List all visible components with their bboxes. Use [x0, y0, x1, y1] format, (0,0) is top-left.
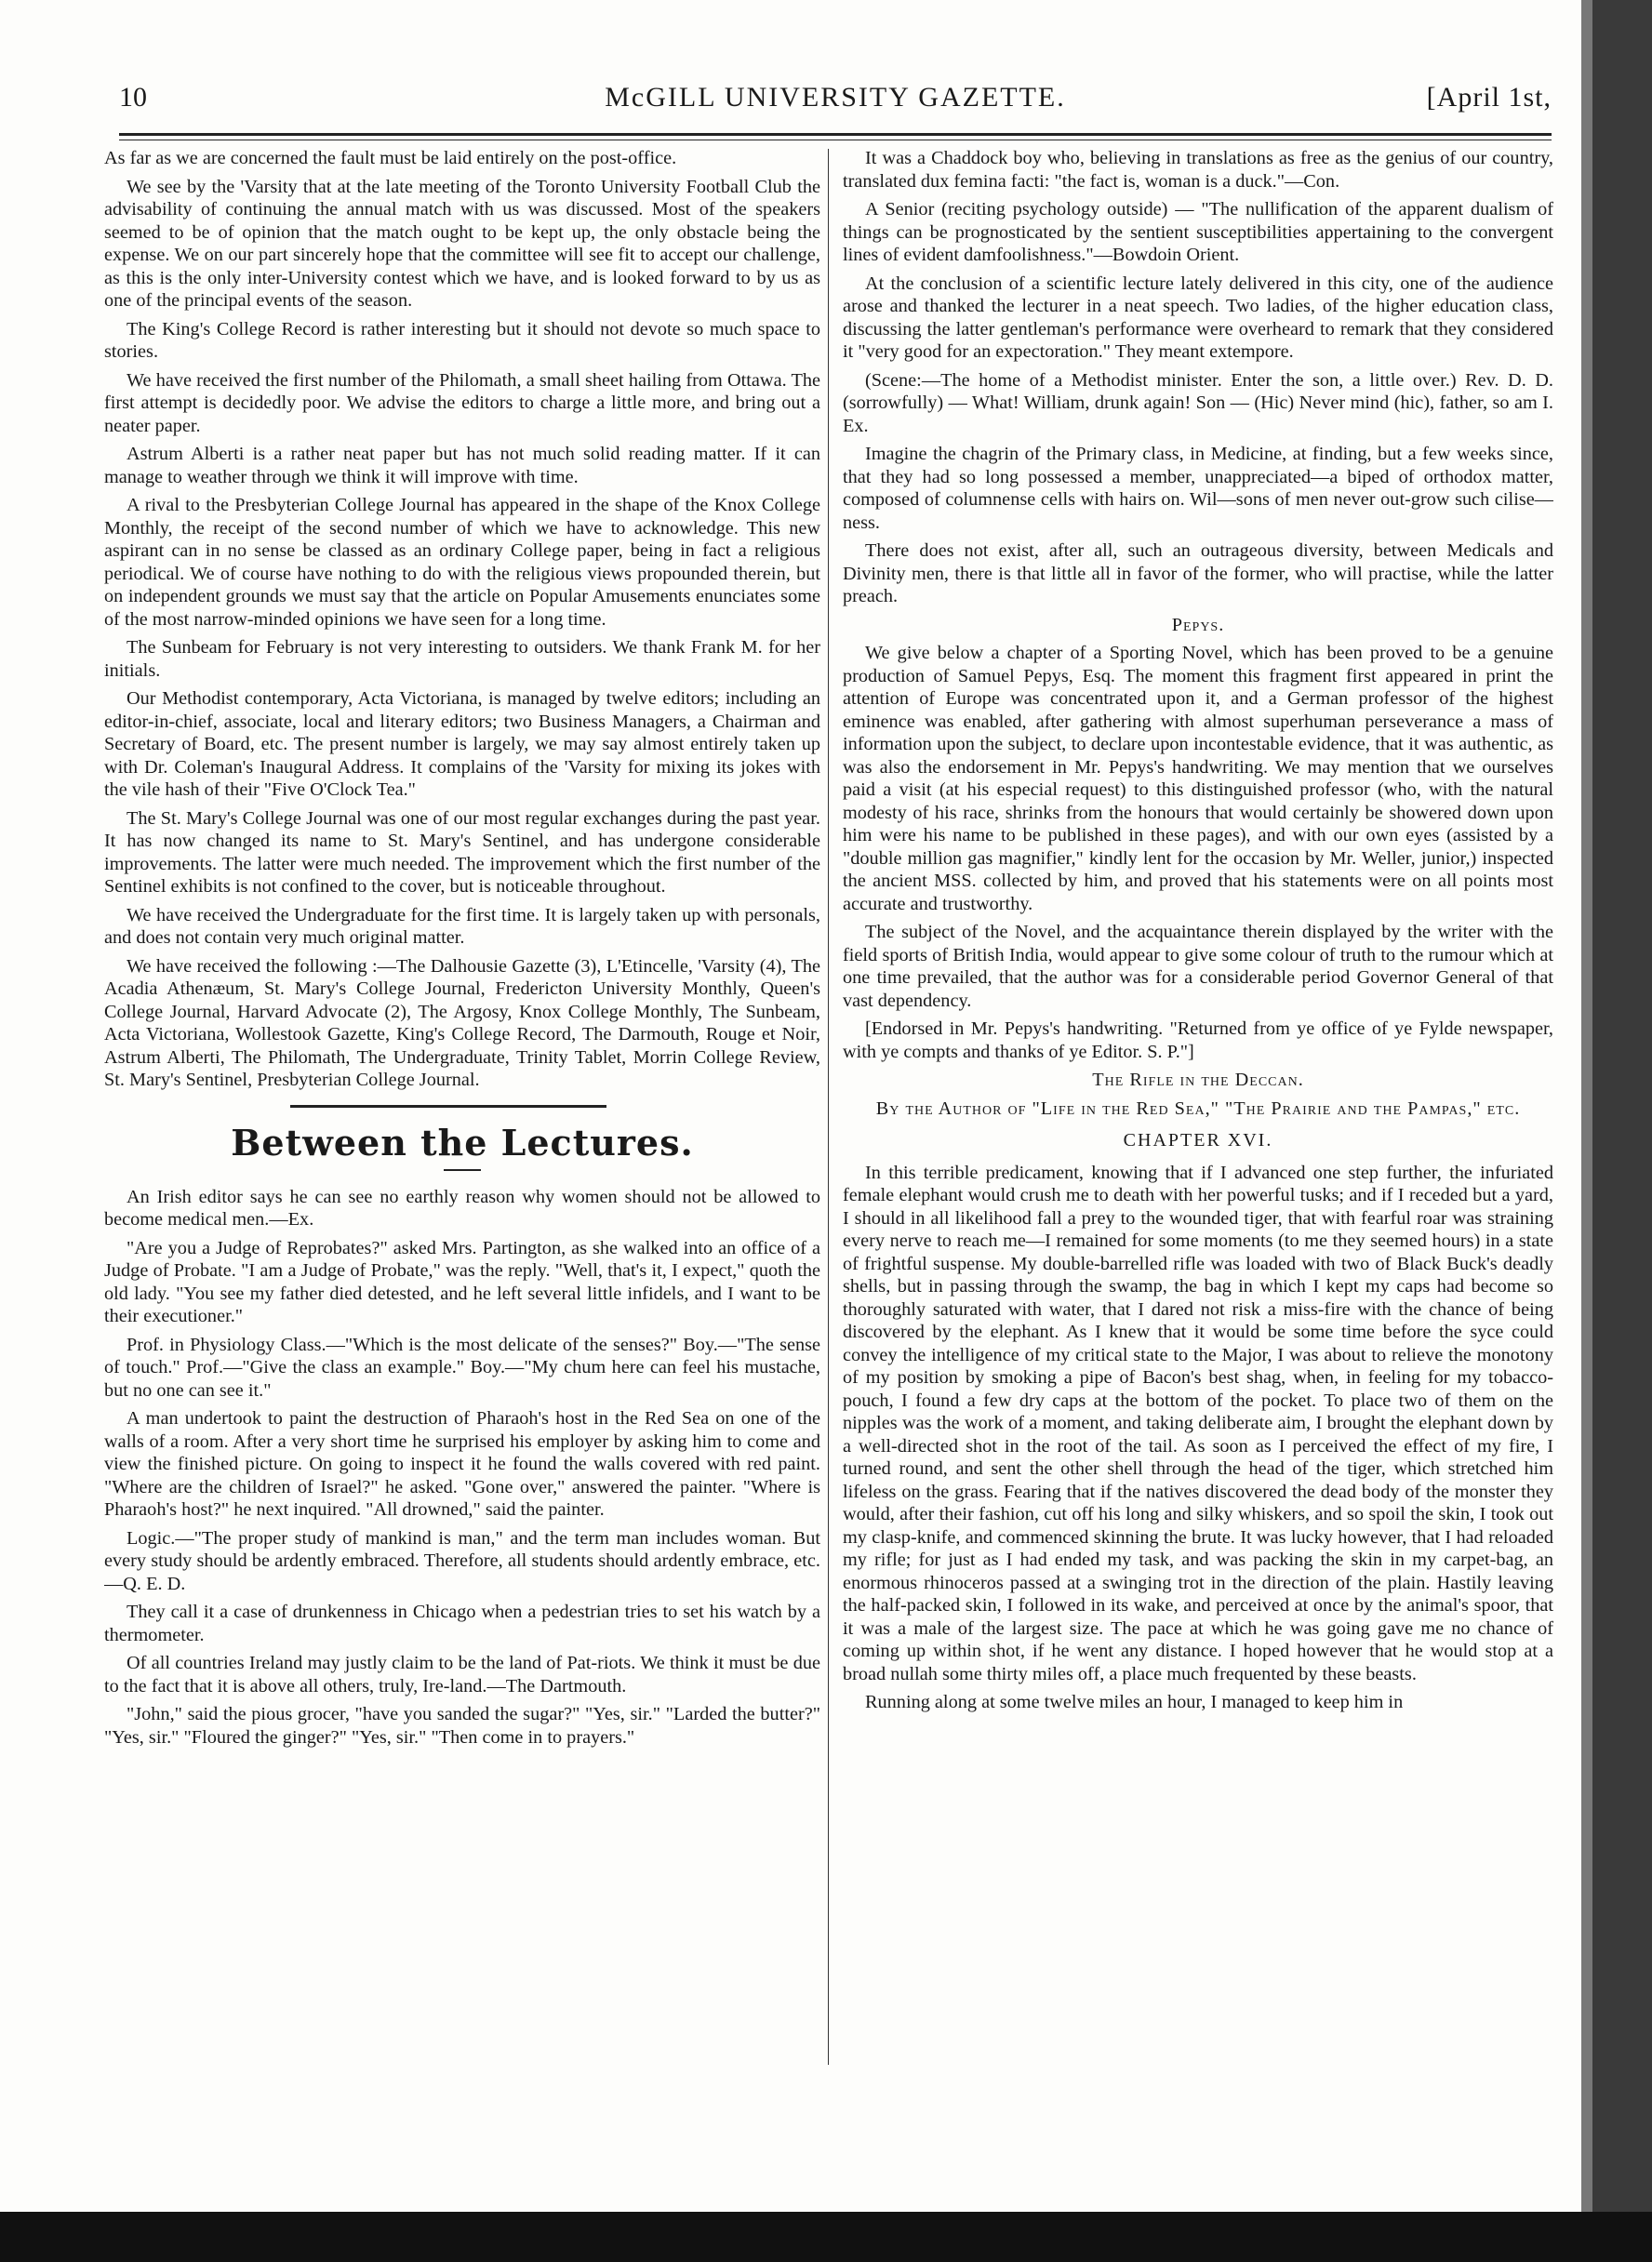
paragraph: There does not exist, after all, such an outrageous diversity, between Medicals and Divinity men, there is that little all in favor of the former, who will practise, while the latter preach. [843, 540, 1553, 606]
section-divider [290, 1105, 606, 1108]
column-divider [828, 149, 829, 2065]
paragraph: An Irish editor says he can see no earthly reason why women should not be allowed to become medical men.—Ex. [104, 1186, 820, 1230]
paragraph: As far as we are concerned the fault must be laid entirely on the post-office. [104, 148, 677, 168]
paragraph: Astrum Alberti is a rather neat paper but has not much solid reading matter. If it can manage to weather through we think it will improve with time. [104, 444, 820, 487]
paragraph: [Endorsed in Mr. Pepys's handwriting. "Returned from ye office of ye Fylde newspaper, with ye compts and thanks of ye Editor. S. P."] [843, 1018, 1553, 1062]
page-edge-shadow [1581, 0, 1592, 2212]
section-heading: Between the Lectures. [231, 1121, 694, 1164]
paragraph: We have received the first number of the Philomath, a small sheet hailing from Ottawa. The first attempt is decidedly poor. We advise the editors to charge a little more, and bring out a neater paper. [104, 369, 820, 436]
story-title: The Rifle in the Deccan. [1092, 1070, 1304, 1090]
paragraph: We have received the Undergraduate for the first time. It is largely taken up with personals, and does not contain very much original matter. [104, 904, 820, 948]
header-rule [119, 133, 1552, 136]
paragraph: Of all countries Ireland may justly claim to be the land of Pat-riots. We think it must be due to the fact that it is above all others, truly, Ire-land.—The Dartmouth. [104, 1653, 820, 1696]
paragraph: "John," said the pious grocer, "have you sanded the sugar?" "Yes, sir." "Larded the butter?" "Yes, sir." "Floured the ginger?" "Yes, sir." "Then come in to prayers." [104, 1704, 820, 1748]
scan-bottom-border [0, 2212, 1652, 2262]
signature: Pepys. [1171, 614, 1225, 635]
paragraph: The Sunbeam for February is not very interesting to outsiders. We thank Frank M. for her initials. [104, 637, 820, 681]
paragraph: Running along at some twelve miles an hour, I managed to keep him in [865, 1692, 1404, 1712]
page-number: 10 [119, 82, 147, 113]
paragraph: Our Methodist contemporary, Acta Victoriana, is managed by twelve editors; including an editor-in-chief, associate, local and literary editors; two Business Managers, a Chairman and Secretary of Board, etc. The present number is largely, we may say almost entirely taken up with Dr. Coleman's Inaugural Address. It complains of the 'Varsity for mixing its jokes with the vile hash of their "Five O'Clock Tea." [104, 688, 820, 800]
paragraph: A Senior (reciting psychology outside) — "The nullification of the apparent dualism of things can be prognosticated by the sentient susceptibilities appertaining to the convergent lines of evident damfoolishness."—Bowdoin Orient. [843, 199, 1553, 265]
page-edge [1592, 0, 1652, 2212]
paragraph: We give below a chapter of a Sporting Novel, which has been proved to be a genuine production of Samuel Pepys, Esq. The moment this fragment first appeared in print the attention of Europe was concentrated upon it, and a German professor of the highest eminence was enabled, after gathering with almost superhuman perseverance a mass of information upon the subject, to declare upon incontestable evidence, that it was authentic, as was also the endorsement in Mr. Pepys's handwriting. We may mention that we ourselves paid a visit (at his especial request) to this distinguished professor (who, with the natural modesty of his race, shrinks from the honours that would certainly be showered down upon him were his name to be published in these pages), and with our own eyes (assisted by a "double million gas magnifier," kindly lent for the occasion by Mr. Weller, junior,) inspected the ancient MSS. collected by him, and proved that his statements were on all points most accurate and trustworthy. [843, 643, 1553, 914]
chapter-heading: CHAPTER XVI. [1123, 1130, 1273, 1151]
paragraph: Prof. in Physiology Class.—"Which is the most delicate of the senses?" Boy.—"The sense of touch." Prof.—"Give the class an example." Boy.—"My chum here can feel his mustache, but no one can see it." [104, 1334, 820, 1401]
story-byline: By the Author of "Life in the Red Sea," "The Prairie and the Pampas," etc. [875, 1098, 1521, 1119]
paragraph: We have received the following :—The Dalhousie Gazette (3), L'Etincelle, 'Varsity (4), The Acadia Athenæum, St. Mary's College Journal, Fredericton University Monthly, Queen's College Journal, Harvard Advocate (2), The Argosy, Knox College Monthly, The Sunbeam, Acta Victoriana, Wollestook Gazette, King's College Record, The Darmouth, Rouge et Noir, Astrum Alberti, The Philomath, The Undergraduate, Trinity Tablet, Morrin College Review, St. Mary's Sentinel, Presbyterian College Journal. [104, 955, 820, 1090]
paragraph: "Are you a Judge of Reprobates?" asked Mrs. Partington, as she walked into an office of a Judge of Probate. "I am a Judge of Probate," was the reply. "Well, that's it, I expect," quoth the old lady. "You see my father died detested, and he left several little infidels, and I want to be their executioner." [104, 1237, 820, 1326]
paragraph: Imagine the chagrin of the Primary class, in Medicine, at finding, but a few weeks since, that they had so long possessed a member, unappreciated—a biped of orthodox matter, composed of columnense cells with hairs on. Wil—sons of men never out-grow such cilise—ness. [843, 444, 1553, 533]
issue-date: [April 1st, [1426, 82, 1552, 113]
paragraph: Logic.—"The proper study of mankind is man," and the term man includes woman. But every study should be ardently embraced. Therefore, all students should ardently embrace, etc.—Q. E. D. [104, 1527, 820, 1594]
page-header [119, 82, 1552, 123]
publication-title: McGILL UNIVERSITY GAZETTE. [605, 82, 1066, 113]
paragraph: The St. Mary's College Journal was one of our most regular exchanges during the past year. It has now changed its name to St. Mary's Sentinel, and has undergone considerable improvements. The latter were much needed. The improvement which the first number of the Sentinel exhibits is not confined to the cover, but is noticeable throughout. [104, 807, 820, 897]
paragraph: The King's College Record is rather interesting but it should not devote so much space to stories. [104, 318, 820, 362]
paragraph: In this terrible predicament, knowing that if I advanced one step further, the infuriated female elephant would crush me to death with her powerful tusks; and if I receded but a yard, I should in all likelihood fall a prey to the wounded tiger, that with fearful roar was straining every nerve to reach me—I remained for some moments (to me they seemed hours) in a state of frightful suspense. My double-barrelled rifle was loaded with two of Black Buck's deadly shells, but in passing through the swamp, the bag in which I kept my caps had become so thoroughly saturated with water, that I dared not risk a miss-fire with the chance of being discovered by the elephant. As I knew that it would be some time before the syce could convey the intelligence of my critical state to the Major, I was about to relieve the monotony of my position by smoking a pipe of Bacon's best shag, when, in feeling for my tobacco-pouch, I found a few dry caps at the bottom of the pocket. To place two of them on the nipples was the work of a moment, and taking deliberate aim, I brought the elephant down by a well-directed shot in the root of the tail. As soon as I perceived the effect of my fire, I turned round, and sent the other shell through the head of the tiger, which stretched him lifeless on the grass. Fearing that if the natives discovered the dead body of the monster they would, after their fashion, cut off his long and silky whiskers, and so spoil the skin, I took out my clasp-knife, and commenced skinning the brute. It was lucky however, that I had reloaded my rifle; for just as I had ended my task, and was packing the skin in my carpet-bag, an enormous rhinoceros passed at a swinging trot in the direction of the plain. Hastily leaving the half-packed skin, I followed in its wake, and perceived at once by the animal's spoor, that it was a male of the largest size. The pace at which he was going gave me no chance of coming up within shot, if he went any distance. I hoped however that he would stop at a broad nullah some thirty miles off, a place much frequented by these beasts. [843, 1162, 1553, 1684]
paragraph: It was a Chaddock boy who, believing in translations as free as the genius of our country, translated dux femina facti: "the fact is, woman is a duck."—Con. [843, 148, 1553, 192]
paragraph: We see by the 'Varsity that at the late meeting of the Toronto University Football Club the advisability of continuing the annual match with us was discussed. Most of the speakers seemed to be of opinion that the match ought to be kept up, the only obstacle being the expense. We on our part sincerely hope that the committee will see fit to accept our challenge, as this is the only inter-University contest which we have, and is looked forward to by us as one of the principal events of the season. [104, 176, 820, 311]
paragraph: At the conclusion of a scientific lecture lately delivered in this city, one of the audience arose and thanked the lecturer in a neat speech. Two ladies, of the higher education class, discussing the latter gentleman's performance were overheard to remark that they considered it "very good for an expectoration." They meant extempore. [843, 273, 1553, 362]
paragraph: A rival to the Presbyterian College Journal has appeared in the shape of the Knox College Monthly, the receipt of the second number of which we have to acknowledge. This new aspirant can in no sense be classed as an ordinary College paper, being in fact a religious periodical. We of course have nothing to do with the religious views propounded therein, but on independent grounds we must say that the article on Popular Amusements enunciates some of the most narrow-minded opinions we have seen for a long time. [104, 495, 820, 630]
paragraph: They call it a case of drunkenness in Chicago when a pedestrian tries to set his watch by a thermometer. [104, 1602, 820, 1645]
paragraph: The subject of the Novel, and the acquaintance therein displayed by the writer with the field sports of British India, would appear to give some colour of truth to the rumour which at one time prevailed, that the author was for a considerable period Governor General of that vast dependency. [843, 922, 1553, 1011]
paragraph: A man undertook to paint the destruction of Pharaoh's host in the Red Sea on one of the walls of a room. After a very short time he surprised his employer by asking him to come and view the finished picture. On going to inspect it he found the walls covered with red paint. "Where are the children of Israel?" he asked. "Gone over," answered the painter. "Where is Pharaoh's host?" he next inquired. "All drowned," said the painter. [104, 1408, 820, 1520]
paragraph: (Scene:—The home of a Methodist minister. Enter the son, a little over.) Rev. D. D. (sorrowfully) — What! William, drunk again! Son — (Hic) Never mind (hic), father, so am I. Ex. [843, 369, 1553, 436]
left-column [104, 147, 820, 2072]
heading-rule [444, 1169, 481, 1171]
right-column [843, 147, 1553, 2072]
